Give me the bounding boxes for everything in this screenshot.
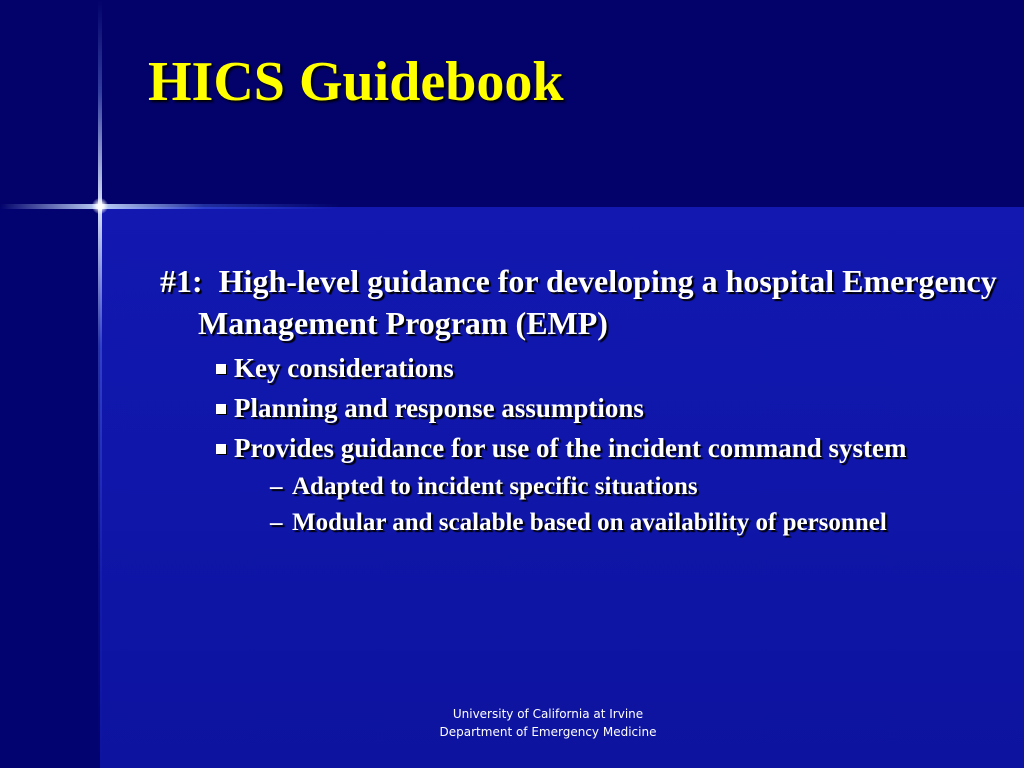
slide-footer xyxy=(392,705,704,741)
bullet-item xyxy=(216,430,1020,466)
main-point-label: #1: xyxy=(160,263,203,299)
light-flare-center xyxy=(92,198,108,214)
footer-line-department: Department of Emergency Medicine xyxy=(439,725,657,739)
sub-bullet-text: Modular and scalable based on availability of personnel xyxy=(292,509,887,536)
background-left-band xyxy=(0,207,100,768)
square-bullet-icon xyxy=(216,364,226,374)
bullet-text: Key considerations xyxy=(234,353,454,383)
slide-title: HICS Guidebook xyxy=(148,51,564,113)
light-flare-horizontal xyxy=(0,204,340,209)
square-bullet-icon xyxy=(216,404,226,414)
square-bullet-icon xyxy=(216,444,226,454)
sub-bullet-text: Adapted to incident specific situations xyxy=(292,473,698,500)
sub-bullet-item xyxy=(270,470,1020,504)
main-point xyxy=(160,260,1020,344)
slide-content xyxy=(160,260,1020,542)
bullet-item xyxy=(216,390,1020,426)
footer-line-university: University of California at Irvine xyxy=(452,707,644,721)
sub-bullet-item xyxy=(270,506,1020,540)
dash-bullet-icon: – xyxy=(270,473,283,500)
bullet-text: Provides guidance for use of the incident command system xyxy=(234,433,907,463)
bullet-text: Planning and response assumptions xyxy=(234,393,644,423)
light-flare-vertical xyxy=(98,0,102,768)
main-point-text: High-level guidance for developing a hospital Emergency Management Program (EMP) xyxy=(198,263,997,341)
bullet-item xyxy=(216,350,1020,386)
dash-bullet-icon: – xyxy=(270,509,283,536)
